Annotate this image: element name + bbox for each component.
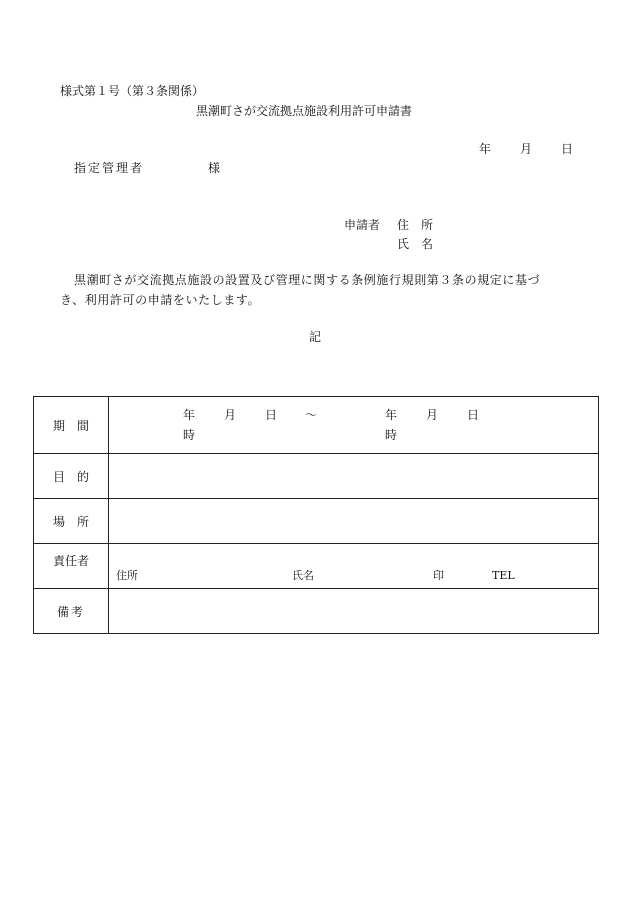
place-label: 場 所 <box>34 499 109 544</box>
address-label: 住 所 <box>397 218 434 232</box>
seal-label: 印 <box>433 569 444 582</box>
body-text-line1: 黒潮町さが交流拠点施設の設置及び管理に関する条例施行規則第３条の規定に基づ <box>74 273 541 287</box>
period-month2: 月 <box>426 408 439 422</box>
honorific: 様 <box>208 161 221 175</box>
ki-heading: 記 <box>309 330 322 344</box>
table-row-purpose <box>34 454 599 499</box>
period-hour2: 時 <box>385 428 398 442</box>
period-day2: 日 <box>467 408 480 422</box>
period-label: 期 間 <box>34 397 109 454</box>
purpose-label: 目 的 <box>34 454 109 499</box>
name-label: 氏 名 <box>397 237 434 251</box>
date-day: 日 <box>561 142 574 156</box>
application-table <box>33 396 599 634</box>
period-tilde: ～ <box>305 408 318 422</box>
responsible-field[interactable] <box>109 544 599 589</box>
table-row-period <box>34 397 599 454</box>
table-row-remarks <box>34 589 599 634</box>
responsible-name-label: 氏名 <box>292 569 314 582</box>
period-day1: 日 <box>265 408 278 422</box>
period-field[interactable] <box>109 397 599 454</box>
period-year2: 年 <box>385 408 398 422</box>
table-row-responsible <box>34 544 599 589</box>
responsible-label: 責任者 <box>34 544 109 589</box>
tel-label: TEL <box>492 569 515 582</box>
place-field[interactable] <box>109 499 599 544</box>
period-year1: 年 <box>183 408 196 422</box>
period-month1: 月 <box>224 408 237 422</box>
table-row-place <box>34 499 599 544</box>
period-hour1: 時 <box>183 428 196 442</box>
addressee: 指定管理者 <box>74 161 145 175</box>
responsible-address-label: 住所 <box>116 569 138 582</box>
form-title: 黒潮町さが交流拠点施設利用許可申請書 <box>196 104 413 118</box>
date-month: 月 <box>520 142 533 156</box>
applicant-label: 申請者 <box>344 218 381 232</box>
body-text-line2: き、利用許可の申請をいたします。 <box>60 293 261 307</box>
purpose-field[interactable] <box>109 454 599 499</box>
remarks-field[interactable] <box>109 589 599 634</box>
date-year: 年 <box>479 142 492 156</box>
form-number: 様式第１号（第３条関係） <box>60 84 205 98</box>
remarks-label: 備考 <box>34 589 109 634</box>
